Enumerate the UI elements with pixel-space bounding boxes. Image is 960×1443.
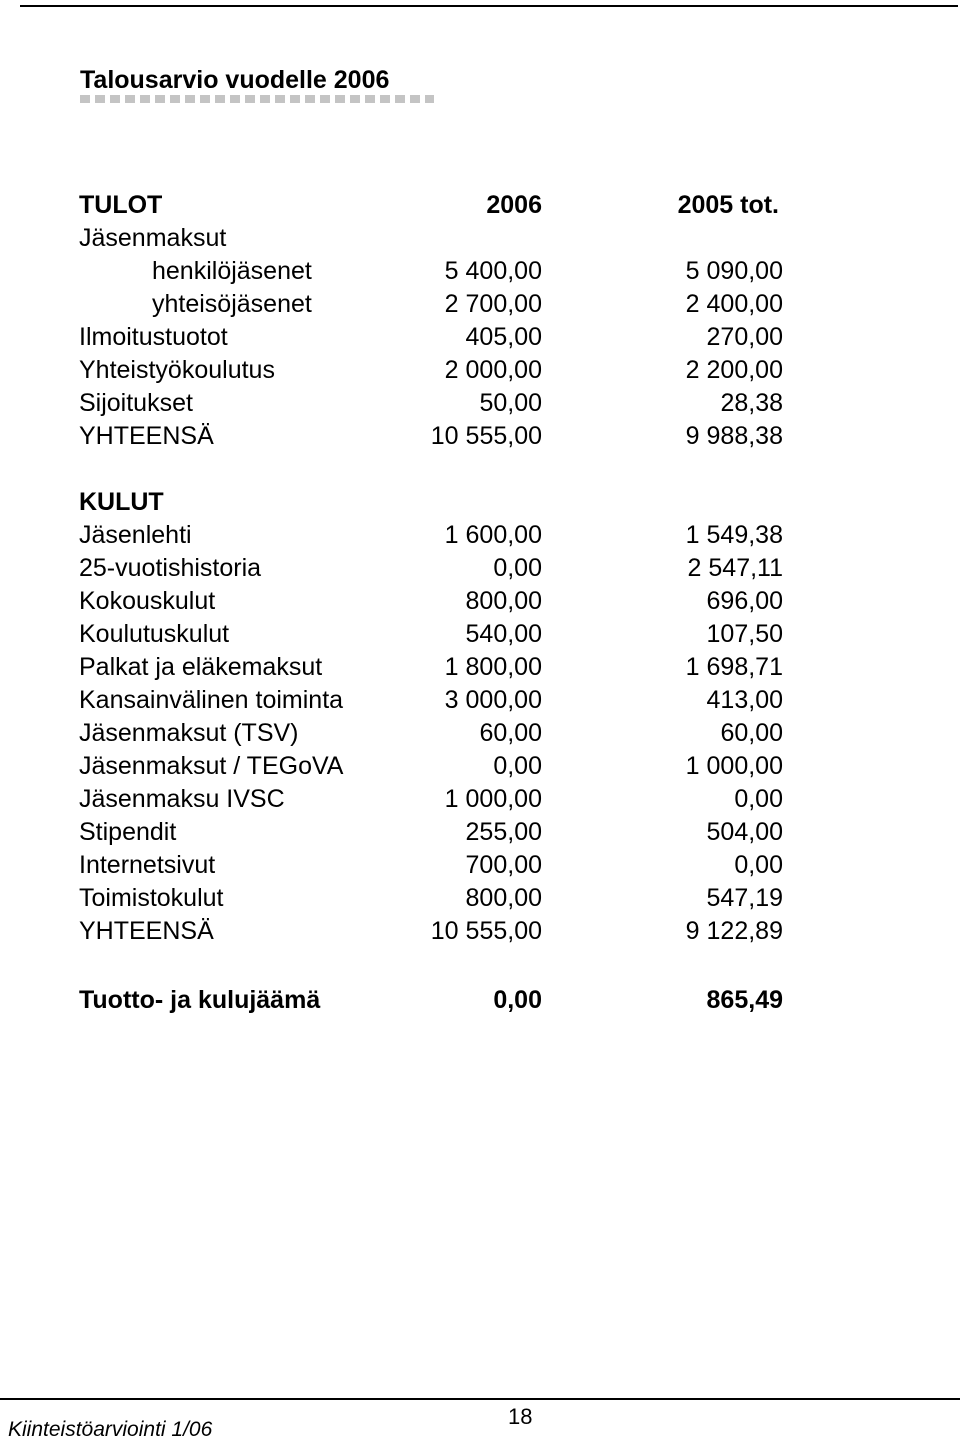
value-2006: 10 555,00 <box>430 422 542 450</box>
table-row <box>0 651 960 684</box>
row-label: YHTEENSÄ <box>79 917 214 945</box>
value-2006: 60,00 <box>479 719 542 747</box>
row-label: Kansainvälinen toiminta <box>79 686 344 714</box>
value-2005: 696,00 <box>706 587 783 615</box>
value-2006: 50,00 <box>479 389 542 417</box>
value-2006: 1 600,00 <box>444 521 542 549</box>
row-label: henkilöjäsenet <box>152 257 312 285</box>
result-row <box>0 984 960 1017</box>
value-2006: 800,00 <box>465 587 542 615</box>
row-label: Ilmoitustuotot <box>79 323 228 351</box>
table-row <box>0 750 960 783</box>
table-row <box>0 288 960 321</box>
table-row <box>0 585 960 618</box>
footer-publication: Kiinteistöarviointi 1/06 <box>8 1418 213 1441</box>
income-header-label: TULOT <box>79 191 163 219</box>
row-label: Jäsenmaksut (TSV) <box>79 719 299 747</box>
value-2006: 1 800,00 <box>444 653 542 681</box>
value-2006: 1 000,00 <box>444 785 542 813</box>
title-dotted-underline <box>80 95 434 103</box>
top-rule <box>20 5 958 7</box>
table-row <box>0 321 960 354</box>
page-title: Talousarvio vuodelle 2006 <box>80 66 390 94</box>
value-2005: 5 090,00 <box>685 257 783 285</box>
value-2006: 0,00 <box>493 554 542 582</box>
result-value-2005: 865,49 <box>706 986 783 1014</box>
result-value-2006: 0,00 <box>493 986 542 1014</box>
table-row <box>0 684 960 717</box>
row-label: Kokouskulut <box>79 587 216 615</box>
value-2006: 0,00 <box>493 752 542 780</box>
row-label: Jäsenlehti <box>79 521 192 549</box>
row-label: Jäsenmaksu IVSC <box>79 785 285 813</box>
value-2005: 2 200,00 <box>685 356 783 384</box>
income-group-label: Jäsenmaksut <box>79 224 227 252</box>
row-label: Koulutuskulut <box>79 620 230 648</box>
expenses-header-label: KULUT <box>79 488 164 516</box>
value-2005: 107,50 <box>706 620 783 648</box>
row-label: YHTEENSÄ <box>79 422 214 450</box>
page-number: 18 <box>508 1404 533 1429</box>
expenses-total-row <box>0 915 960 948</box>
footer-rule <box>0 1398 960 1400</box>
table-row <box>0 618 960 651</box>
row-label: Internetsivut <box>79 851 216 879</box>
table-row <box>0 816 960 849</box>
row-label: Yhteistyökoulutus <box>79 356 275 384</box>
table-row <box>0 255 960 288</box>
income-group-row <box>0 222 960 255</box>
row-label: Jäsenmaksut / TEGoVA <box>79 752 344 780</box>
value-2006: 255,00 <box>465 818 542 846</box>
expenses-header-row <box>0 486 960 519</box>
value-2005: 0,00 <box>734 785 783 813</box>
table-row <box>0 849 960 882</box>
value-2005: 270,00 <box>706 323 783 351</box>
value-2005: 9 122,89 <box>685 917 783 945</box>
value-2005: 28,38 <box>720 389 783 417</box>
income-header-row <box>0 189 960 222</box>
table-row <box>0 783 960 816</box>
value-2005: 9 988,38 <box>685 422 783 450</box>
value-2006: 2 000,00 <box>444 356 542 384</box>
value-2006: 800,00 <box>465 884 542 912</box>
row-label: Sijoitukset <box>79 389 193 417</box>
value-2006: 3 000,00 <box>444 686 542 714</box>
value-2005: 547,19 <box>706 884 783 912</box>
income-total-row <box>0 420 960 453</box>
value-2006: 10 555,00 <box>430 917 542 945</box>
row-label: 25-vuotishistoria <box>79 554 262 582</box>
value-2006: 2 700,00 <box>444 290 542 318</box>
row-label: Stipendit <box>79 818 177 846</box>
row-label: yhteisöjäsenet <box>152 290 312 318</box>
value-2005: 1 549,38 <box>685 521 783 549</box>
table-row <box>0 717 960 750</box>
value-2005: 504,00 <box>706 818 783 846</box>
income-header-col-2006: 2006 <box>486 191 542 219</box>
value-2005: 60,00 <box>720 719 783 747</box>
result-label: Tuotto- ja kulujäämä <box>79 986 321 1014</box>
value-2006: 405,00 <box>465 323 542 351</box>
income-header-col-2005: 2005 tot. <box>677 191 779 219</box>
value-2005: 413,00 <box>706 686 783 714</box>
value-2005: 0,00 <box>734 851 783 879</box>
row-label: Toimistokulut <box>79 884 224 912</box>
value-2006: 5 400,00 <box>444 257 542 285</box>
value-2006: 700,00 <box>465 851 542 879</box>
table-row <box>0 882 960 915</box>
table-row <box>0 387 960 420</box>
row-label: Palkat ja eläkemaksut <box>79 653 323 681</box>
value-2005: 1 000,00 <box>685 752 783 780</box>
table-row <box>0 519 960 552</box>
value-2005: 2 547,11 <box>687 554 783 582</box>
table-row <box>0 354 960 387</box>
value-2006: 540,00 <box>465 620 542 648</box>
value-2005: 2 400,00 <box>685 290 783 318</box>
value-2005: 1 698,71 <box>685 653 783 681</box>
table-row <box>0 552 960 585</box>
